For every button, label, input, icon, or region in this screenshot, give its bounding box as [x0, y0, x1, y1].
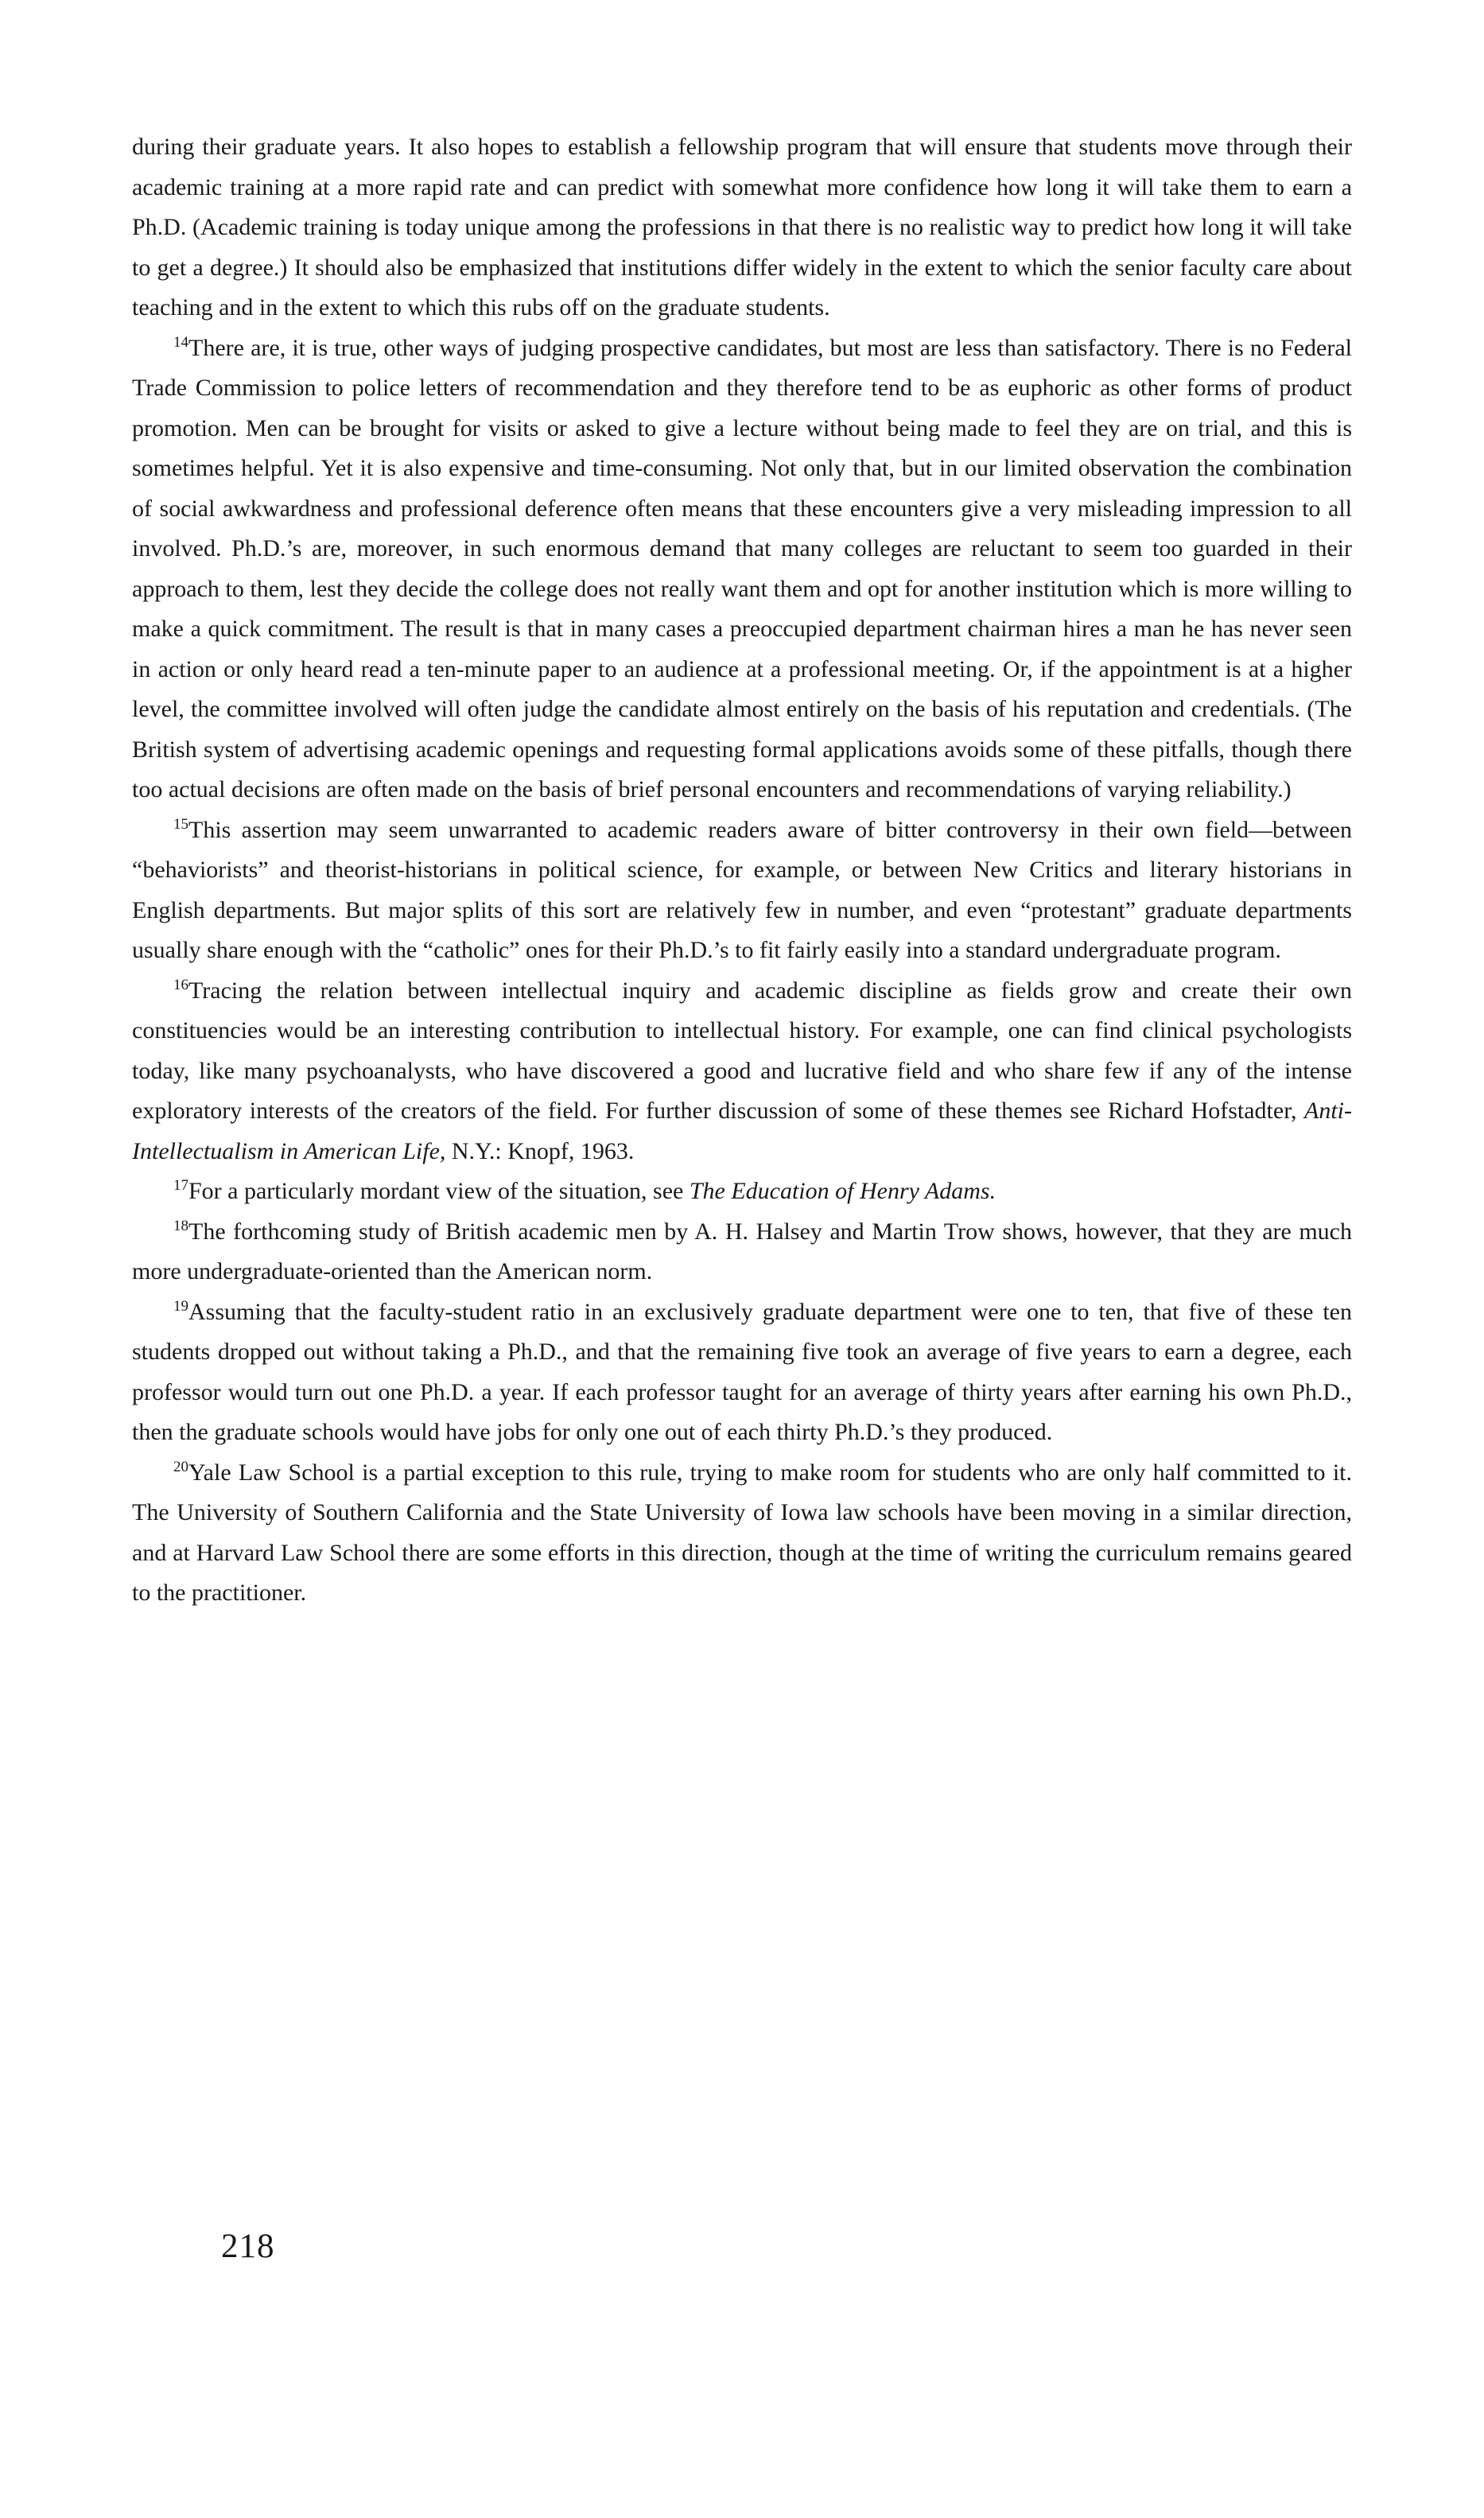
footnote-16	[132, 971, 1352, 1172]
footnote-number: 15	[173, 815, 188, 833]
page-number: 218	[221, 2228, 275, 2265]
footnote-text: The forthcoming study of British academic men by A. H. Halsey and Martin Trow shows, however, that they are much more undergraduate-oriented than the American norm.	[132, 1218, 1352, 1284]
footnote-14	[132, 328, 1352, 810]
footnote-number: 14	[173, 333, 188, 351]
footnote-text: This assertion may seem unwarranted to academic readers aware of bitter controversy in their own field—between “behaviorists” and theorist-historians in political science, for example, or between New Critics and literary historians in English departments. But major splits of this sort are relatively few in number, and even “protestant” graduate departments usually share enough with the “catholic” ones for their Ph.D.’s to fit fairly easily into a standard undergraduate program.	[132, 816, 1352, 963]
book-title: Anti-Intellectualism in American Life,	[132, 1098, 1352, 1164]
footnote-text: Assuming that the faculty-student ratio in an exclusively graduate department were one to ten, that five of these ten students dropped out without taking a Ph.D., and that the remaining five took an average of five years to earn a degree, each professor would turn out one Ph.D. a year. If each professor taught for an average of thirty years after earning his own Ph.D., then the graduate schools would have jobs for only one out of each thirty Ph.D.’s they produced.	[132, 1298, 1352, 1445]
continued-note-text: during their graduate years. It also hopes to establish a fellowship program that will ensure that students move through their academic training at a more rapid rate and can predict with somewhat more confidence how long it will take them to earn a Ph.D. (Academic training is today unique among the professions in that there is no realistic way to predict how long it will take to get a degree.) It should also be emphasized that institutions differ widely in the extent to which the senior faculty care about teaching and in the extent to which this rubs off on the graduate students.	[132, 134, 1352, 321]
footnote-text: For a particularly mordant view of the situation, see	[188, 1178, 690, 1204]
footnote-number: 18	[173, 1217, 188, 1234]
book-title: The Education of Henry Adams.	[689, 1178, 996, 1204]
footnote-19	[132, 1292, 1352, 1453]
footnote-text: Yale Law School is a partial exception to this rule, trying to make room for students who are only half committed to it. The University of Southern California and the State University of Iowa law schools have been moving in a similar direction, and at Harvard Law School there are some efforts in this direction, though at the time of writing the curriculum remains geared to the practitioner.	[132, 1459, 1352, 1606]
footnote-text: Tracing the relation between intellectual inquiry and academic discipline as fields grow and create their own constituencies would be an interesting contribution to intellectual history. For example, one can find clinical psychologists today, like many psychoanalysts, who have discovered a good and lucrative field and who share few if any of the intense exploratory interests of the creators of the field. For further discussion of some of these themes see Richard Hofstadter,	[132, 977, 1352, 1124]
footnote-text-end: N.Y.: Knopf, 1963.	[445, 1137, 635, 1164]
footnote-number: 19	[173, 1297, 188, 1315]
footnote-15	[132, 810, 1352, 971]
footnote-18	[132, 1212, 1352, 1292]
footnote-17	[132, 1172, 1352, 1212]
footnote-text: There are, it is true, other ways of judging prospective candidates, but most are less than satisfactory. There is no Federal Trade Commission to police letters of recommendation and they therefore tend to be as euphoric as other forms of product promotion. Men can be brought for visits or asked to give a lecture without being made to feel they are on trial, and this is sometimes helpful. Yet it is also expensive and time-consuming. Not only that, but in our limited observation the combination of social awkwardness and professional deference often means that these encounters give a very misleading impression to all involved. Ph.D.’s are, moreover, in such enormous demand that many colleges are reluctant to seem too guarded in their approach to them, lest they decide the college does not really want them and opt for another institution which is more willing to make a quick commitment. The result is that in many cases a preoccupied department chairman hires a man he has never seen in action or only heard read a ten-minute paper to an audience at a professional meeting. Or, if the appointment is at a higher level, the committee involved will often judge the candidate almost entirely on the basis of his reputation and credentials. (The British system of advertising academic openings and requesting formal applications avoids some of these pitfalls, though there too actual decisions are often made on the basis of brief personal encounters and recommendations of varying reliability.)	[132, 334, 1352, 802]
footnote-number: 17	[173, 1177, 188, 1194]
footnote-20	[132, 1453, 1352, 1614]
footnote-number: 16	[173, 976, 188, 993]
page-body	[132, 127, 1352, 1614]
footnote-number: 20	[173, 1458, 188, 1475]
